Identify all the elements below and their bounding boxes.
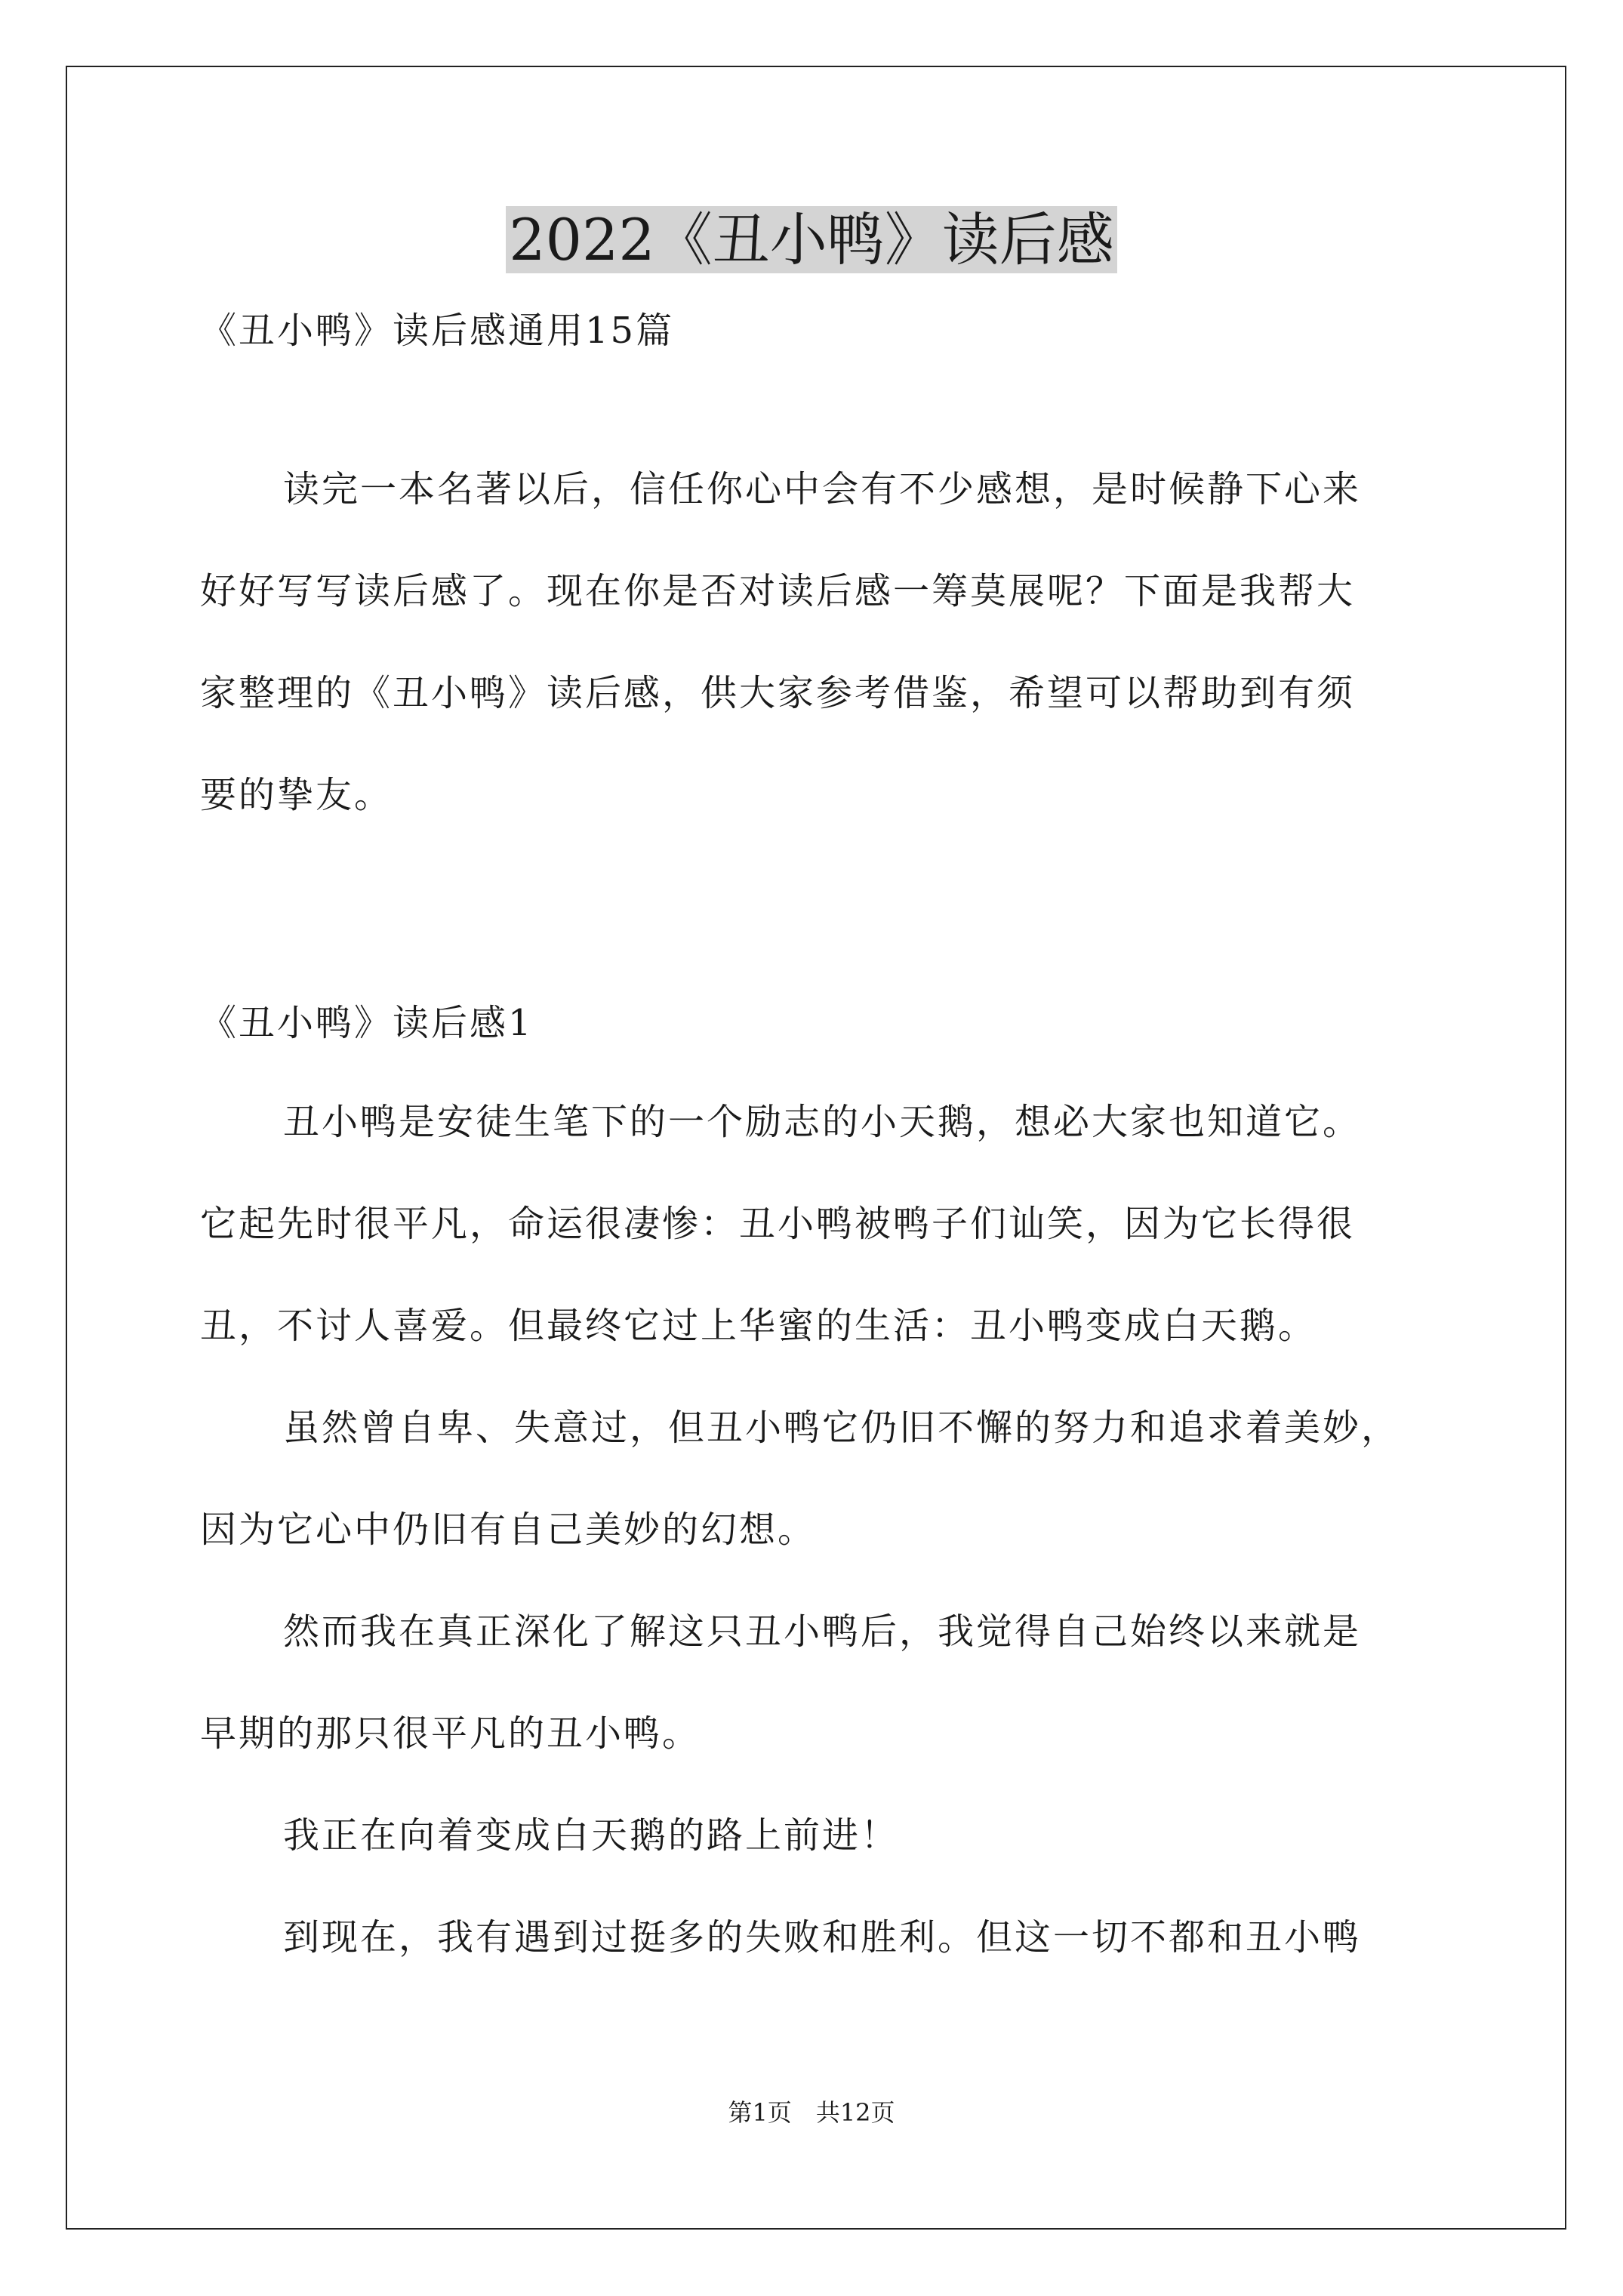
intro-line: 好好写写读后感了。现在你是否对读后感一筹莫展呢？下面是我帮大: [200, 570, 1356, 612]
intro-line: 要的挚友。: [200, 774, 393, 816]
document-subtitle: 《丑小鸭》读后感通用15篇: [200, 310, 675, 352]
body-line: 虽然曾自卑、失意过，但丑小鸭它仍旧不懈的努力和追求着美妙，: [283, 1407, 1400, 1449]
document-title: [0, 202, 1623, 278]
essay-body: [200, 1096, 1434, 2013]
intro-paragraph: [200, 463, 1434, 871]
section-heading: 《丑小鸭》读后感1: [200, 1002, 534, 1044]
body-line: 丑小鸭是安徒生笔下的一个励志的小天鹅，想必大家也知道它。: [283, 1101, 1362, 1143]
intro-line: 家整理的《丑小鸭》读后感，供大家参考借鉴，希望可以帮助到有须: [200, 672, 1356, 714]
body-line: 丑，不讨人喜爱。但最终它过上华蜜的生活：丑小鸭变成白天鹅。: [200, 1305, 1317, 1347]
body-line: 它起先时很平凡，命运很凄惨：丑小鸭被鸭子们讪笑，因为它长得很: [200, 1203, 1356, 1245]
intro-line: 读完一本名著以后，信任你心中会有不少感想，是时候静下心来: [283, 468, 1362, 510]
document-title-text: 2022《丑小鸭》读后感: [506, 206, 1116, 273]
body-line: 早期的那只很平凡的丑小鸭。: [200, 1712, 701, 1755]
subtitle-block: [200, 304, 1434, 406]
page-footer: [0, 2097, 1623, 2128]
body-line: 因为它心中仍旧有自己美妙的幻想。: [200, 1509, 817, 1551]
page-number: 第1页: [728, 2098, 792, 2127]
body-line: 到现在，我有遇到过挺多的失败和胜利。但这一切不都和丑小鸭: [283, 1916, 1362, 1959]
body-line: 我正在向着变成白天鹅的路上前进！: [283, 1814, 900, 1857]
body-line: 然而我在真正深化了解这只丑小鸭后，我觉得自己始终以来就是: [283, 1610, 1362, 1653]
section-heading-block: [200, 997, 1434, 1099]
page-total: 共12页: [815, 2098, 895, 2127]
